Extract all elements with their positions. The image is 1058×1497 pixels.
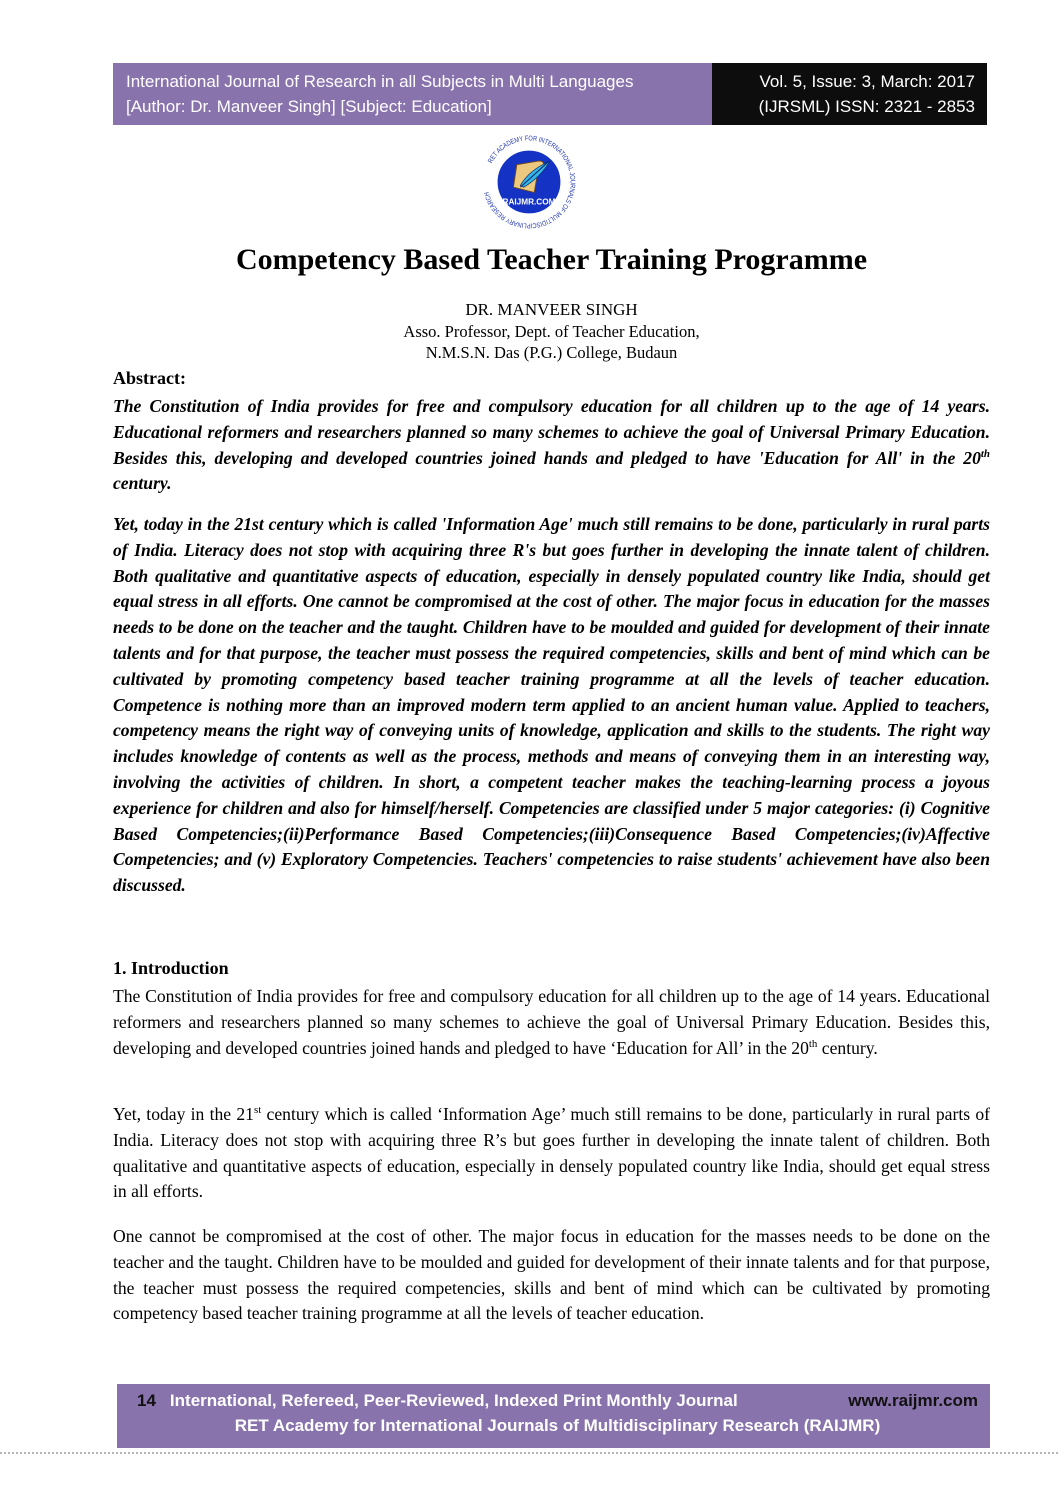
author-college: N.M.S.N. Das (P.G.) College, Budaun	[425, 343, 678, 362]
logo-center-text: RAIJMR.COM	[502, 197, 556, 207]
author-block	[113, 299, 990, 364]
author-position: Asso. Professor, Dept. of Teacher Education,	[403, 321, 700, 341]
page-number: 14	[137, 1391, 156, 1410]
logo-ring-text: RET ACADEMY FOR INTERNATIONAL JOURNALS OF MULTIDISCIPLINARY RESEARCH	[483, 135, 576, 229]
page-footer	[117, 1384, 990, 1448]
journal-name: International Journal of Research in all Subjects in Multi Languages	[126, 72, 634, 91]
introduction-paragraph-2: Yet, today in the 21st century which is called ‘Information Age’ much still remains to be done, particularly in rural parts of India. Literacy does not stop with acquiring three R’s but goes further in developing the innate talent of children. Both qualitative and quantitative aspects of education, especially in densely populated country like India, should get equal stress in all efforts.	[113, 1104, 990, 1202]
introduction-heading: 1. Introduction	[113, 958, 229, 978]
abstract-paragraph-1: The Constitution of India provides for free and compulsory education for all children up to the age of 14 years. Educational reformers and researchers planned so many schemes to achieve the goal of Universal Primary Education. Besides this, developing and developed countries joined hands and pledged to have 'Education for All' in the 20th century.	[113, 396, 990, 494]
journal-header	[113, 63, 987, 125]
introduction-paragraph-3: One cannot be compromised at the cost of other. The major focus in education for the masses needs to be done on the teacher and the taught. Children have to be moulded and guided for development of their innate talents and for that purpose, the teacher must possess the required competencies, skills and bent of mind which can be cultivated by promoting competency based teacher training programme at all the levels of teacher education.	[113, 1226, 990, 1324]
page-break-line	[0, 1452, 1058, 1454]
raijmr-logo	[477, 130, 581, 234]
academy-text: RET Academy for International Journals of Multidisciplinary Research (RAIJMR)	[234, 1416, 881, 1435]
author-subject-line: [Author: Dr. Manveer Singh] [Subject: Education]	[126, 97, 492, 116]
paper-title: Competency Based Teacher Training Programme	[235, 243, 868, 276]
raijmr-logo-image	[477, 130, 581, 234]
abstract-paragraph-2: Yet, today in the 21st century which is called 'Information Age' much still remains to be done, particularly in rural parts of India. Literacy does not stop with acquiring three R's but goes further in developing the innate talent of children. Both qualitative and quantitative aspects of education, especially in densely populated country like India, should get equal stress in all efforts. One cannot be compromised at the cost of other. The major focus in education for the masses needs to be done on the teacher and the taught. Children have to be moulded and guided for development of their innate talents and for that purpose, the teacher must possess the required competencies, skills and bent of mind which can be cultivated by promoting competency based teacher training programme at all the levels of teacher education. Competence is nothing more than an improved modern term applied to an ancient human value. Applied to teachers, competency means the right way of conveying units of knowledge, application and skills to the students. The right way includes knowledge of contents as well as the process, methods and means of conveying them in an interesting way, involving the activities of children. In short, a competent teacher makes the teaching-learning process a joyous experience for children and also for himself/herself. Competencies are classified under 5 major categories: (i) Cognitive Based Competencies;(ii)Performance Based Competencies;(iii)Consequence Based Competencies;(iv)Affective Competencies; and (v) Exploratory Competencies. Teachers' competencies to raise students' achievement have also been discussed.	[113, 514, 990, 896]
journal-type-text: International, Refereed, Peer-Reviewed, Indexed Print Monthly Journal	[169, 1391, 738, 1410]
author-name: DR. MANVEER SINGH	[465, 300, 638, 319]
introduction-paragraph-1: The Constitution of India provides for free and compulsory education for all children up to the age of 14 years. Educational reformers and researchers planned so many schemes to achieve the goal of Universal Primary Education. Besides this, developing and developed countries joined hands and pledged to have ‘Education for All’ in the 20th century.	[113, 986, 990, 1058]
issn-line: (IJRSML) ISSN: 2321 - 2853	[758, 97, 975, 116]
footer-line-1	[137, 1391, 978, 1411]
volume-issue-line: Vol. 5, Issue: 3, March: 2017	[759, 72, 975, 91]
journal-header-left	[113, 63, 712, 125]
abstract-heading: Abstract:	[113, 368, 186, 388]
website-text: www.raijmr.com	[848, 1391, 978, 1410]
journal-header-right	[712, 63, 987, 125]
